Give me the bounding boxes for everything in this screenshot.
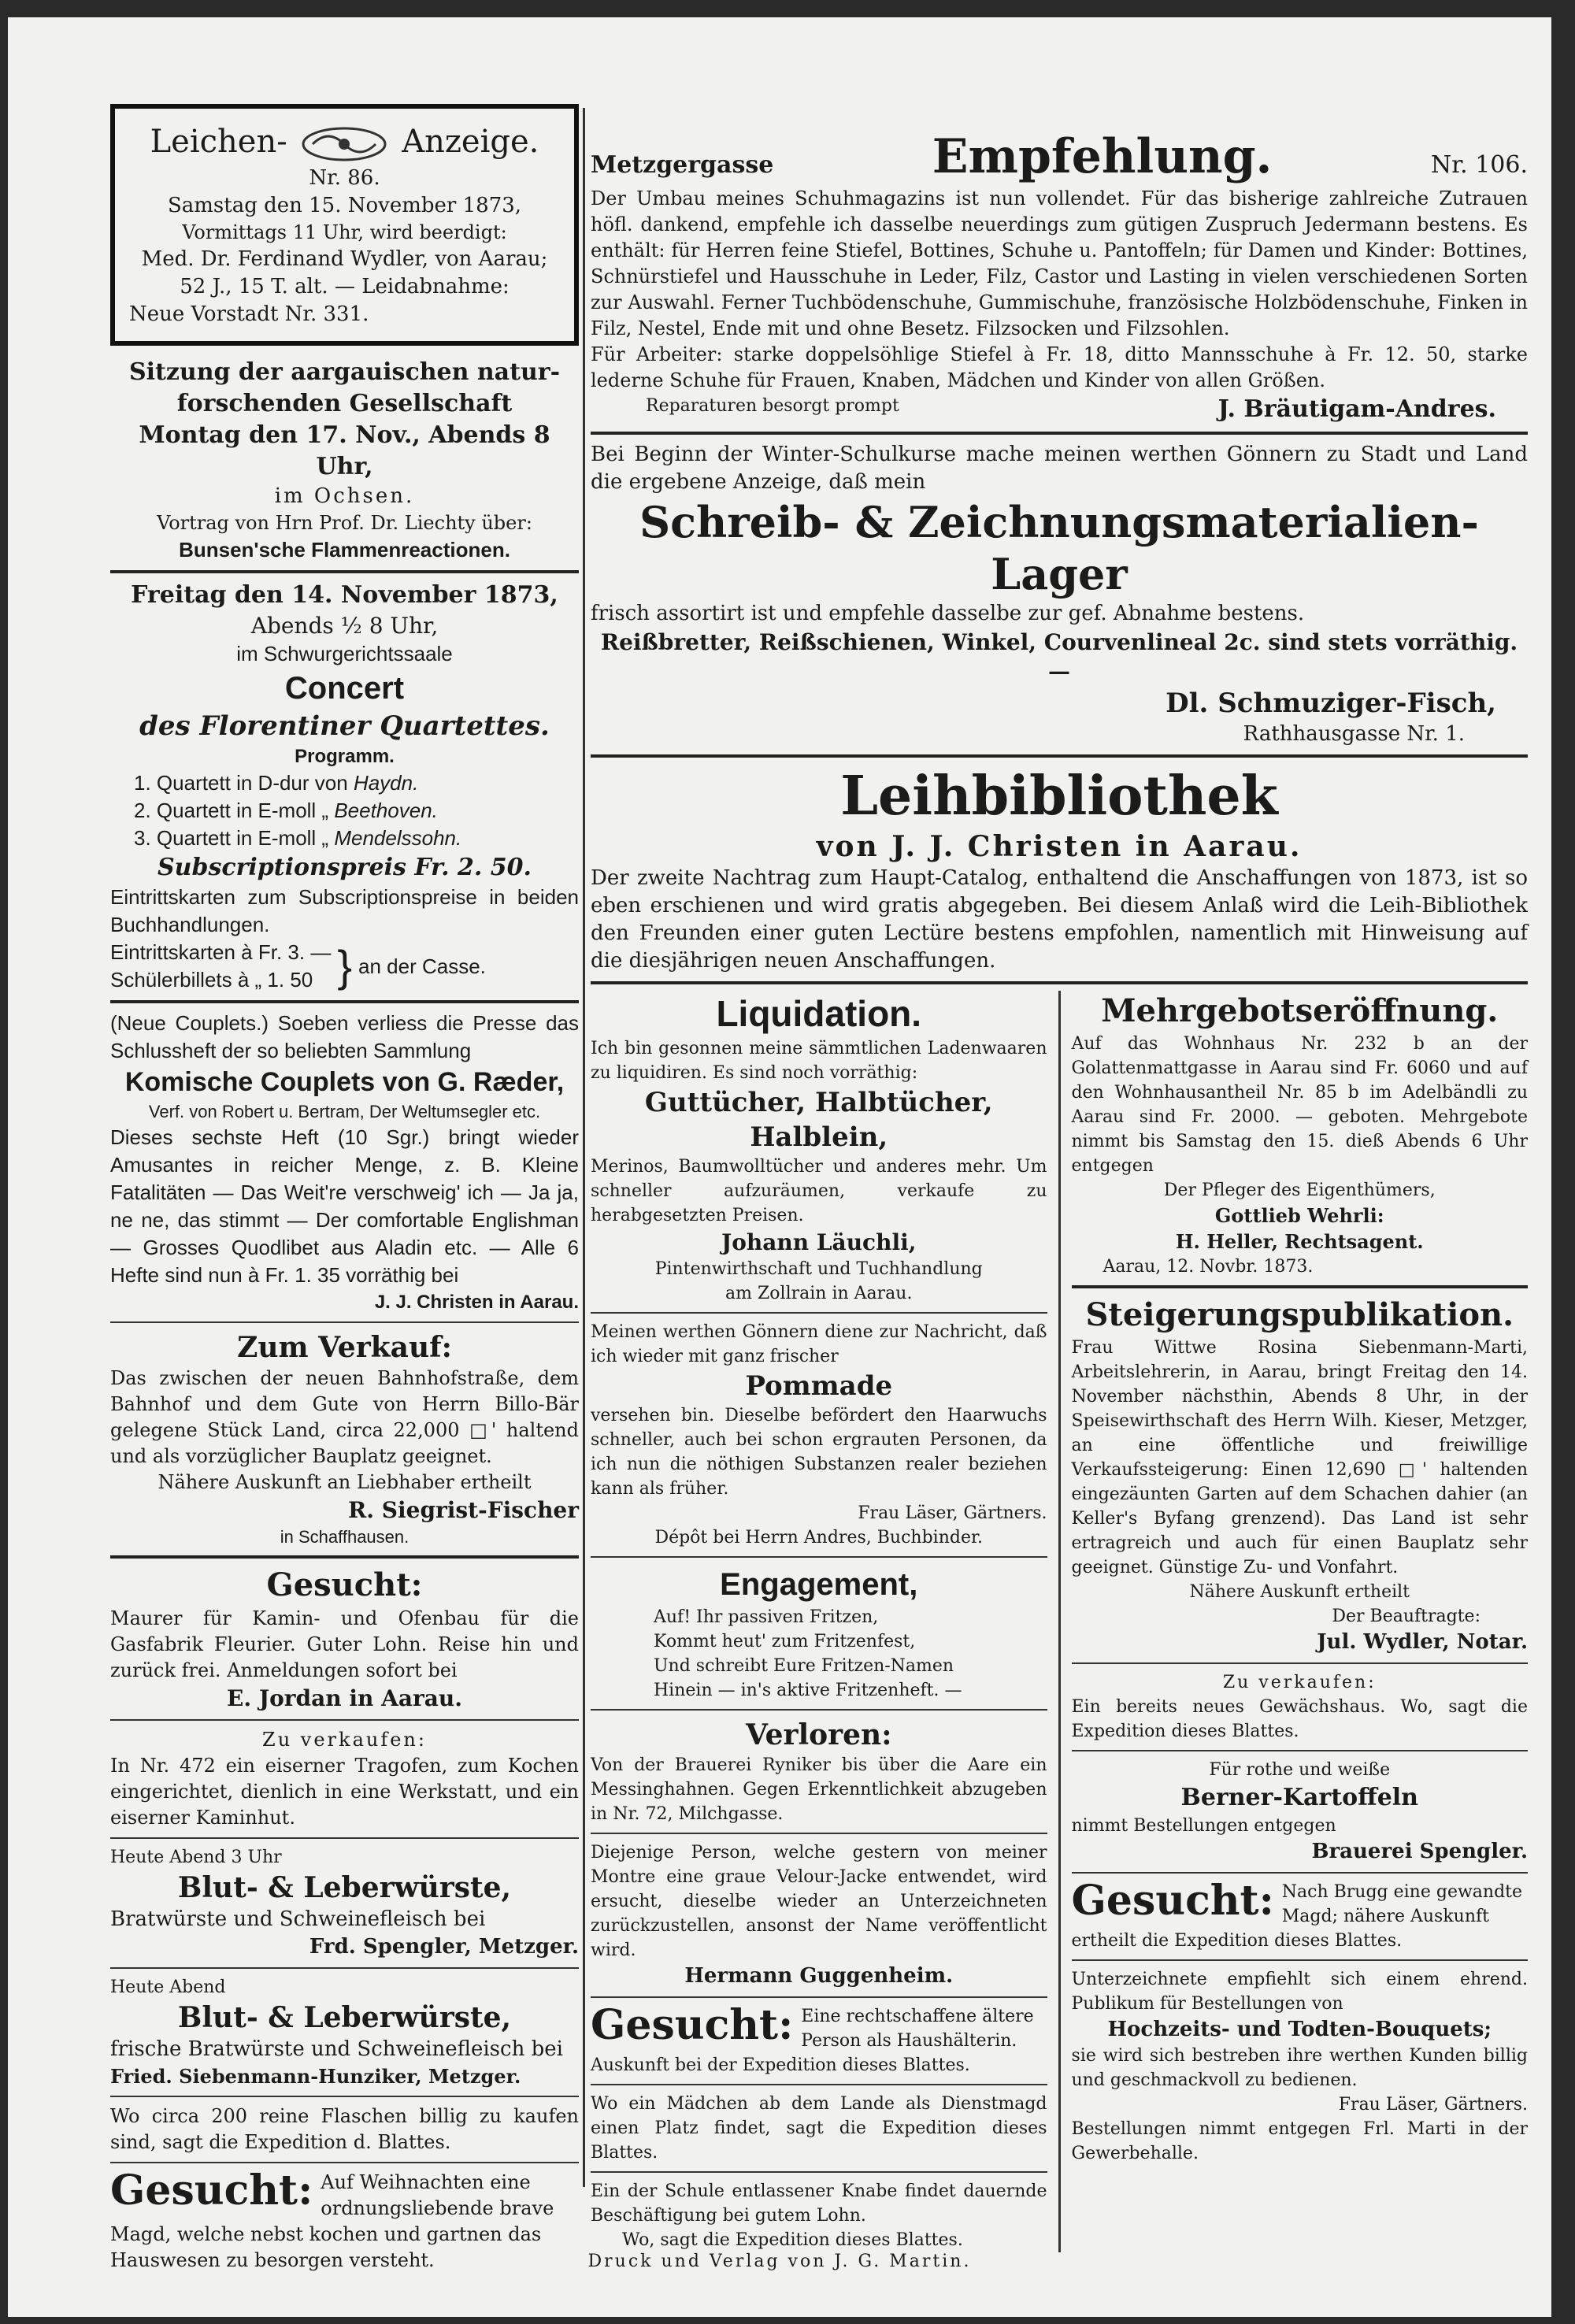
society-talk: Vortrag von Hrn Prof. Dr. Liechty über: (157, 512, 532, 534)
sausage-notice-2 (110, 1975, 579, 2089)
housekeeper-title: Gesucht: (591, 2001, 794, 2049)
divider (110, 1555, 579, 1559)
subscription-price: Subscriptionspreis Fr. 2. 50. (157, 854, 532, 881)
lost-body: Von der Brauerei Ryniker bis über die Aare ein Messinghahnen. Gegen Erkenntlichkeit abzugeben in Nr. 72, Milchgasse. (591, 1755, 1047, 1824)
stationery-address: Rathhausgasse Nr. 1. (1243, 722, 1465, 746)
tickets-note: Eintrittskarten zum Subscriptionspreise in beiden Buchhandlungen. (110, 885, 579, 936)
divider (591, 432, 1528, 435)
potatoes-name: Brauerei Spengler. (1311, 1840, 1528, 1863)
divider (110, 1000, 579, 1003)
sausage-notice-1 (110, 1845, 579, 1961)
divider (591, 1833, 1047, 1834)
pomade-body: versehen bin. Dieselbe befördert den Haarwuchs schneller, auch bei schon ergrauten Personen, da ich nun die nöthigen Substanzen realer beziehen kann als früher. (591, 1406, 1047, 1499)
divider (1072, 1750, 1529, 1751)
society-notice (110, 357, 579, 564)
housekeeper-body: Eine rechtschaffene ältere Person als Haushälterin. Auskunft bei der Expedition dieses Blattes. (591, 2007, 1034, 2075)
liquidation-name: Johann Läuchli, (721, 1229, 917, 1255)
sausage-name: Fried. Siebenmann-Hunziker, Metzger. (110, 2065, 521, 2088)
bouquets-name: Frau Läser, Gärtners. (1338, 2095, 1528, 2115)
concert-title: Concert (284, 671, 405, 706)
potatoes-title: Berner-Kartoffeln (1180, 1784, 1418, 1811)
lost-notice (591, 1717, 1047, 1990)
notice-line: Neue Vorstadt Nr. 331. (129, 302, 369, 326)
divider (591, 1996, 1047, 1998)
ornament-icon (297, 124, 391, 165)
divider (110, 570, 579, 573)
bouquets-title: Hochzeits- und Todten-Bouquets; (1107, 2018, 1492, 2041)
recommend-footer (591, 394, 1528, 425)
pomade-name: Frau Läser, Gärtners. (858, 1503, 1047, 1523)
auction-date: Aarau, 12. Novbr. 1873. (1102, 1257, 1314, 1277)
society-topic: Bunsen'sche Flammenreactionen. (179, 538, 510, 562)
pomade-title: Pommade (745, 1370, 893, 1402)
potatoes-notice (1072, 1758, 1529, 1866)
divider (591, 981, 1528, 984)
program-row: 2. Quartett in E-moll „ Beethoven. (134, 799, 438, 822)
couplets-authors: Verf. von Robert u. Bertram, Der Weltumsegler etc. (148, 1102, 541, 1121)
recommend-workers: Für Arbeiter: starke doppelsöhlige Stiefel à Fr. 18, ditto Mannsschuhe à Fr. 12. 50, starke lederne Schuhe für Frauen, Knaben, Mädchen und Kinder von allen Größen. (591, 343, 1528, 391)
auction2-body: Frau Wittwe Rosina Siebenmann-Marti, Arbeitslehrerin, in Aarau, bringt Freitag den 14. November nächsthin, Abends 8 Uhr, in der Speisewirthschaft des Herrn Wilh. Kieser, Metzger, an eine öffentliche und freiwillige Verkaufssteigerung: Einen 12,690 □' haltenden eingezäunten Garten auf dem Schachen dahier (an Keller's Byfang grenzend). Das Land ist sehr ertragreich und auch für einen Bauplatz sehr geeignet. Günstige Zu- und Vonfahrt. (1071, 1338, 1528, 1577)
divider (110, 1837, 579, 1839)
divider (110, 1967, 579, 1969)
program-row: 1. Quartett in D-dur von Haydn. (134, 771, 419, 795)
divider (1072, 1872, 1529, 1874)
divider (1072, 1959, 1529, 1961)
wanted-title: Gesucht: (110, 2166, 313, 2215)
stationery-intro: Bei Beginn der Winter-Schulkurse mache meinen werthen Gönnern zu Stadt und Land die ergebene Anzeige, daß mein (591, 443, 1528, 494)
couplets-title: Komische Couplets von G. Ræder, (124, 1067, 565, 1097)
divider (110, 1719, 579, 1721)
boy-where: Wo, sagt die Expedition dieses Blattes. (622, 2230, 963, 2250)
stationery-title: Schreib- & Zeichnungsmaterialien-Lager (639, 497, 1479, 599)
lost-title: Verloren: (745, 1718, 892, 1751)
recommend-number: Nr. 106. (1430, 151, 1528, 179)
liquidation-notice (591, 991, 1047, 1306)
bouquets-notice (1072, 1967, 1529, 2166)
divider (110, 2162, 579, 2163)
sale-title: Zum Verkauf: (237, 1331, 452, 1364)
recommend-notice (591, 128, 1528, 425)
notice-number: Nr. 86. (309, 166, 380, 190)
wanted-title: Gesucht: (266, 1566, 423, 1603)
subcolumn-rule (1058, 991, 1061, 2252)
maid-body: Nach Brugg eine gewandte Magd; nähere Auskunft ertheilt die Expedition dieses Blattes. (1071, 1882, 1523, 1951)
auction2-title: Steigerungspublikation. (1085, 1296, 1514, 1333)
engagement-line: Auf! Ihr passiven Fritzen, (654, 1607, 879, 1627)
divider (591, 2171, 1047, 2173)
sale-notice (110, 1329, 579, 1549)
couplets-intro: (Neue Couplets.) Soeben verliess die Presse das Schlussheft der so beliebten Sammlung (110, 1011, 579, 1062)
auction-body: Auf das Wohnhaus Nr. 232 b an der Golattenmattgasse in Aarau sind Fr. 6060 und auf den Wohnhausantheil Nr. 85 b im Adelbändli zu Aarau sind Fr. 2000. — geboten. Mehrgebote nimmt bis Samstag den 15. dieß Abends 6 Uhr entgegen (1071, 1034, 1528, 1176)
left-column (110, 104, 579, 2271)
divider (591, 1312, 1047, 1314)
lost-body2: Diejenige Person, welche gestern von meiner Montre eine graue Velour-Jacke entwendet, wird ersucht, dieselbe wieder an Unterzeichneten zurückzustellen, ansonst der Name veröffentlicht wird. (591, 1843, 1047, 1960)
greenhouse-body: Ein bereits neues Gewächshaus. Wo, sagt die Expedition dieses Blattes. (1071, 1697, 1528, 1741)
sale-place: in Schaffhausen. (280, 1527, 410, 1547)
death-notice-title: Leichen- Anzeige. (129, 121, 560, 165)
repairs: Reparaturen besorgt prompt (646, 396, 899, 416)
divider (110, 1321, 579, 1323)
pomade-depot: Dépôt bei Herrn Andres, Buchbinder. (654, 1528, 984, 1547)
bottles-notice: Wo circa 200 reine Flaschen billig zu kaufen sind, sagt die Expedition d. Blattes. (110, 2105, 579, 2153)
auction-name: H. Heller, Rechtsagent. (1175, 1230, 1424, 1253)
auction-notice (1072, 991, 1529, 1279)
liquidation-goods2: Merinos, Baumwolltücher und anderes mehr. Um schneller aufzuräumen, verkaufe zu herabgesetzten Preisen. (591, 1157, 1047, 1225)
boy-notice (591, 2179, 1047, 2252)
liquidation-title: Liquidation. (716, 993, 922, 1034)
wanted-name: E. Jordan in Aarau. (227, 1685, 462, 1711)
concert-notice (110, 580, 579, 994)
society-title: Sitzung der aargauischen natur-forschenden Gesellschaft (128, 358, 561, 417)
program-row: 3. Quartett in E-moll „ Mendelssohn. (134, 826, 462, 850)
library-body: Der zweite Nachtrag zum Haupt-Catalog, enthaltend die Anschaffungen von 1873, ist so eben erschienen und wird gratis abgegeben. Bei diesem Anlaß wird die Leih-Bibliothek den Freunden einer guten Lectüre bestens empfohlen, namentlich mit Hinweisung auf die diesjährigen neuen Anschaffungen. (591, 866, 1528, 973)
maid-wanted (1071, 1877, 1529, 1953)
notice-line: Vormittags 11 Uhr, wird beerdigt: (182, 221, 507, 243)
engagement-notice (591, 1564, 1047, 1703)
maid-title: Gesucht: (1071, 1877, 1274, 1925)
couplets-body: Dieses sechste Heft (10 Sgr.) bringt wieder Amusantes in reicher Menge, z. B. Kleine Fatalitäten — Das Weit're verschweig' ich — Ja ja, ne ne, das stimmt — Der comfortable Englishman — Grosses Quodlibet aus Aladin etc. — Alle 6 Hefte sind nun à Fr. 1. 35 vorräthig bei (110, 1125, 579, 1287)
divider (1072, 1662, 1529, 1664)
sausage-body: Bratwürste und Schweinefleisch bei (110, 1907, 486, 1931)
engagement-line: Kommt heut' zum Fritzenfest, (654, 1632, 916, 1651)
brace-icon: } (337, 941, 353, 991)
column-rule (583, 108, 585, 2187)
auction-name: Gottlieb Wehrli: (1214, 1204, 1384, 1227)
sausage-time: Heute Abend 3 Uhr (110, 1848, 282, 1867)
divider (591, 1556, 1047, 1558)
stationery-notice (591, 441, 1528, 748)
wanted-body: Auf Weihnachten eine ordnungsliebende brave Magd, welche nebst kochen und gartnen das Hauswesen zu besorgen versteht. (110, 2171, 554, 2271)
auction-title: Mehrgebotseröffnung. (1101, 992, 1499, 1029)
liquidation-line: Pintenwirthschaft und Tuchhandlung (654, 1259, 983, 1279)
stationery-body: frisch assortirt ist und empfehle dasselbe zur gef. Abnahme bestens. (591, 602, 1305, 625)
potatoes-body: nimmt Bestellungen entgegen (1071, 1816, 1336, 1836)
ticket-prices: Eintrittskarten à Fr. 3. — Schülerbillets à „ 1. 50 } an der Casse. (110, 940, 486, 991)
housekeeper-wanted (591, 2001, 1047, 2078)
concert-subtitle: des Florentiner Quartettes. (139, 710, 550, 742)
engagement-line: Und schreibt Eure Fritzen-Namen (654, 1656, 954, 1676)
newspaper-page (8, 17, 1551, 2317)
library-notice (591, 764, 1528, 975)
recommend-name: J. Bräutigam-Andres. (1217, 395, 1496, 423)
concert-time: Abends ½ 8 Uhr, (250, 613, 439, 639)
program-label: Programm. (295, 746, 395, 767)
greenhouse-title: Zu verkaufen: (1222, 1673, 1377, 1692)
greenhouse-sale (1072, 1670, 1529, 1744)
sale-body: Das zwischen der neuen Bahnhofstraße, dem Bahnhof und dem Gute von Herrn Billo-Bär gelegene Stück Land, circa 22,000 □' haltend und als vorzüglicher Bauplatz geeignet. (110, 1367, 579, 1467)
liquidation-line: am Zollrain in Aarau. (725, 1284, 913, 1303)
subcolumn-a (591, 991, 1047, 2252)
sausage-time: Heute Abend (110, 1977, 226, 1997)
society-place: im Ochsen. (274, 484, 415, 508)
divider (591, 1709, 1047, 1711)
sausage-title: Blut- & Leberwürste, (177, 2001, 512, 2034)
recommend-header (591, 128, 1528, 186)
engagement-line: Hinein — in's aktive Fritzenheft. — (654, 1681, 962, 1700)
sausage-body: frische Bratwürste und Schweinefleisch bei (110, 2037, 563, 2061)
recommend-title: Empfehlung. (932, 129, 1273, 184)
stove-body: In Nr. 472 ein eiserner Tragofen, zum Kochen eingerichtet, dienlich in eine Werkstatt, und ein eiserner Kaminhut. (110, 1755, 579, 1829)
stove-title: Zu verkaufen: (262, 1729, 427, 1751)
bouquets-body: Unterzeichnete empfiehlt sich einem ehrend. Publikum für Bestellungen von (1071, 1970, 1528, 2014)
printer-footer: Druck und Verlag von J. G. Martin. (587, 2252, 972, 2271)
right-subcolumns (591, 991, 1528, 2252)
maid-place-notice: Wo ein Mädchen ab dem Lande als Dienstmagd einen Platz findet, sagt die Expedition dieses Blattes. (591, 2094, 1047, 2163)
death-notice (110, 104, 579, 346)
recommend-body: Der Umbau meines Schuhmagazins ist nun vollendet. Für das bisherige zahlreiche Zutrauen höfl. dankend, empfehle ich dasselbe neuerdings zum gütigen Zuspruch Jedermann bestens. Es enthält: für Herren feine Stiefel, Bottines, Schuhe u. Pantoffeln; für Damen und Kinder: Bottines, Schnürstiefel und Hausschuhe in Leder, Filz, Castor und Lasting in vielen verschiedenen Sorten zur Auswahl. Ferner Tuchbödenschuhe, Gummischuhe, französische Holzbödenschuhe, Finken in Filz, Nestel, Ende mit und ohne Besetz. Filzsocken und Filzsohlen. (591, 187, 1528, 339)
couplets-notice (110, 1010, 579, 1315)
subcolumn-b (1072, 991, 1529, 2252)
pomade-notice (591, 1320, 1047, 1550)
divider (110, 2096, 579, 2097)
auction2-notice (1072, 1295, 1529, 1656)
wanted-mason (110, 1565, 579, 1713)
stationery-name: Dl. Schmuziger-Fisch, (1166, 688, 1496, 719)
society-date: Montag den 17. Nov., Abends 8 Uhr, (139, 421, 550, 480)
stationery-items: Reißbretter, Reißschienen, Winkel, Courvenlineal 2c. sind stets vorräthig. — (600, 629, 1518, 684)
concert-place: im Schwurgerichtssaale (236, 642, 453, 665)
divider (591, 2084, 1047, 2085)
notice-line: Samstag den 15. November 1873, (167, 194, 522, 217)
sausage-title: Blut- & Leberwürste, (177, 1871, 512, 1904)
auction2-name: Jul. Wydler, Notar. (1317, 1630, 1528, 1654)
notice-line: Med. Dr. Ferdinand Wydler, von Aarau; (141, 247, 548, 271)
library-title: Leihbibliothek (840, 765, 1278, 828)
bouquets-orders: Bestellungen nimmt entgegen Frl. Marti in der Gewerbehalle. (1071, 2119, 1528, 2163)
boy-body: Ein der Schule entlassener Knabe findet dauernde Beschäftigung bei gutem Lohn. (591, 2181, 1047, 2226)
couplets-seller: J. J. Christen in Aarau. (374, 1292, 579, 1313)
sausage-name: Frd. Spengler, Metzger. (309, 1935, 579, 1959)
street-name: Metzgergasse (591, 151, 774, 179)
divider (1072, 1285, 1529, 1288)
right-column (591, 128, 1528, 2250)
auction-role: Der Pfleger des Eigenthümers, (1163, 1181, 1436, 1200)
auction2-info: Nähere Auskunft ertheilt (1189, 1582, 1410, 1602)
notice-line: 52 J., 15 T. alt. — Leidabnahme: (180, 275, 510, 298)
liquidation-goods: Guttücher, Halbtücher, Halblein, (644, 1087, 993, 1153)
auction2-role: Der Beauftragte: (1332, 1607, 1480, 1626)
bouquets-body2: sie wird sich bestreben ihre werthen Kunden billig und geschmackvoll zu bedienen. (1071, 2046, 1528, 2090)
wanted-body: Maurer für Kamin- und Ofenbau für die Gasfabrik Fleurier. Guter Lohn. Reise hin und zurück frei. Anmeldungen sofort bei (110, 1607, 579, 1681)
lost-name: Hermann Guggenheim. (684, 1964, 954, 1988)
stove-sale (110, 1727, 579, 1831)
sale-name: R. Siegrist-Fischer (348, 1497, 579, 1523)
liquidation-body: Ich bin gesonnen meine sämmtlichen Ladenwaaren zu liquidiren. Es sind noch vorräthig: (591, 1039, 1047, 1083)
divider (591, 754, 1528, 758)
sale-info: Nähere Auskunft an Liebhaber ertheilt (158, 1471, 532, 1493)
potatoes-intro: Für rothe und weiße (1209, 1760, 1391, 1780)
engagement-title: Engagement, (720, 1567, 918, 1602)
library-by: von J. J. Christen in Aarau. (816, 830, 1303, 863)
concert-date: Freitag den 14. November 1873, (131, 581, 558, 609)
pomade-intro: Meinen werthen Gönnern diene zur Nachricht, daß ich wieder mit ganz frischer (591, 1322, 1047, 1366)
